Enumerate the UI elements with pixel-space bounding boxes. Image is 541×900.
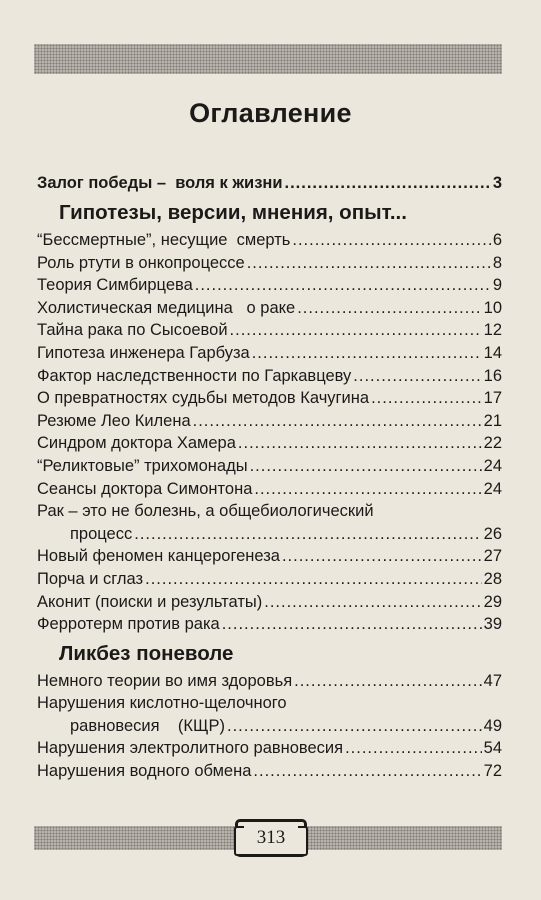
leader-dots	[254, 478, 481, 501]
toc-entry-title: Порча и сглаз	[37, 569, 144, 588]
toc-entry[interactable]	[37, 670, 502, 693]
toc-entry-title: равновесия (КЩР)	[70, 716, 225, 735]
toc-entry-page: 47	[483, 671, 502, 690]
toc-entry[interactable]	[37, 591, 502, 614]
page-number: 313	[256, 827, 286, 848]
leader-dots	[193, 410, 482, 433]
leader-dots	[282, 545, 482, 568]
toc-entry-title-line1[interactable]: Нарушения кислотно-щелочного	[37, 694, 287, 713]
toc-entry-page: 39	[483, 615, 502, 634]
toc-entry-title: Синдром доктора Хамера	[37, 434, 236, 453]
toc-entry-title: Аконит (поиски и результаты)	[37, 592, 263, 611]
toc-entry-title: О превратностях судьбы методов Качугина	[37, 389, 370, 408]
leader-dots	[353, 365, 481, 388]
toc-entry[interactable]	[37, 432, 502, 455]
toc-entry[interactable]	[37, 319, 502, 342]
toc-entry-continuation[interactable]	[37, 523, 502, 546]
toc-entry-page: 10	[483, 298, 502, 317]
toc-entry-title: “Реликтовые” трихомонады	[37, 456, 248, 475]
toc-entry-page: 26	[483, 524, 502, 543]
leader-dots	[250, 455, 482, 478]
toc-entry-title: Теория Симбирцева	[37, 276, 193, 295]
toc-entry[interactable]	[37, 342, 502, 365]
toc-entry-title: Нарушения электролитного равновесия	[37, 739, 344, 758]
toc-entry-title: Залог победы – воля к жизни	[37, 174, 283, 192]
leader-dots	[371, 387, 482, 410]
toc-entry-page: 54	[483, 739, 502, 758]
toc-entry[interactable]	[37, 387, 502, 410]
leader-dots	[253, 760, 481, 783]
toc-entry[interactable]	[37, 297, 502, 320]
toc-entry[interactable]	[37, 229, 502, 252]
toc-entry[interactable]	[37, 252, 502, 275]
toc-entry-page: 6	[492, 231, 502, 249]
toc-entry-title: Нарушения водного обмена	[37, 762, 252, 781]
toc-heading: Оглавление	[189, 98, 352, 128]
top-decorative-band	[34, 44, 502, 74]
leader-dots	[238, 432, 482, 455]
toc-entry-page: 3	[492, 174, 502, 192]
toc-entry-title: Гипотеза инженера Гарбуза	[37, 343, 250, 362]
toc-entry-page: 49	[483, 716, 502, 735]
leader-dots	[230, 319, 482, 342]
leader-dots	[227, 715, 482, 738]
toc-entry-title: Холистическая медицина о раке	[37, 298, 296, 317]
toc-entry-title-line1[interactable]: Рак – это не болезнь, а общебиологический	[37, 502, 374, 521]
toc-entry-page: 16	[483, 366, 502, 385]
leader-dots	[134, 523, 481, 546]
leader-dots	[264, 591, 481, 614]
leader-dots	[145, 568, 482, 591]
toc-entry[interactable]	[37, 568, 502, 591]
toc-entry[interactable]	[37, 737, 502, 760]
toc-entry-page: 24	[483, 479, 502, 498]
toc-entry[interactable]	[37, 760, 502, 783]
toc-entry[interactable]	[37, 410, 502, 433]
toc-entry-page: 29	[483, 592, 502, 611]
leader-dots	[297, 297, 481, 320]
toc-entry-page: 72	[483, 762, 502, 781]
toc-entry-title: Фактор наследственности по Гаркавцеву	[37, 366, 352, 385]
toc-entry-page: 27	[483, 547, 502, 566]
leader-dots	[222, 613, 482, 636]
toc-entry-title: Сеансы доктора Симонтона	[37, 479, 253, 498]
toc-entry-title: Новый феномен канцерогенеза	[37, 547, 280, 566]
toc-entry-title: Тайна рака по Сысоевой	[37, 321, 228, 340]
toc-entry-title: “Бессмертные”, несущие смерть	[37, 231, 291, 249]
toc-entry-title: Немного теории во имя здоровья	[37, 671, 293, 690]
toc-entry-title: Резюме Лео Килена	[37, 411, 191, 430]
leader-dots	[285, 170, 491, 196]
section-heading-hypotheses: Гипотезы, версии, мнения, опыт...	[59, 201, 407, 224]
toc-entry-page: 14	[483, 343, 502, 362]
leader-dots	[247, 252, 491, 275]
toc-entry-continuation[interactable]	[37, 715, 502, 738]
toc-entry-page: 17	[483, 389, 502, 408]
toc-entry[interactable]	[37, 613, 502, 636]
toc-entry-page: 8	[492, 253, 502, 272]
toc-entry-page: 12	[483, 321, 502, 340]
toc-entry-page: 24	[483, 456, 502, 475]
toc-entry[interactable]	[37, 545, 502, 568]
toc-entry[interactable]	[37, 478, 502, 501]
toc-entry-page: 21	[483, 411, 502, 430]
toc-entry-title: процесс	[70, 524, 133, 543]
toc-entry-title: Роль ртути в онкопроцессе	[37, 253, 245, 272]
leader-dots	[195, 274, 491, 297]
leader-dots	[345, 737, 482, 760]
leader-dots	[292, 229, 490, 252]
table-of-contents	[37, 170, 502, 783]
section-heading-likbez: Ликбез поневоле	[59, 641, 234, 665]
toc-entry-page: 22	[483, 434, 502, 453]
toc-entry-page: 28	[483, 569, 502, 588]
toc-entry-intro[interactable]	[37, 170, 502, 196]
leader-dots	[252, 342, 482, 365]
toc-entry[interactable]	[37, 365, 502, 388]
leader-dots	[294, 670, 482, 693]
toc-entry-title: Ферротерм против рака	[37, 615, 220, 634]
toc-entry-page: 9	[492, 276, 502, 295]
toc-entry[interactable]	[37, 455, 502, 478]
page-number-frame	[235, 819, 307, 857]
toc-entry[interactable]	[37, 274, 502, 297]
